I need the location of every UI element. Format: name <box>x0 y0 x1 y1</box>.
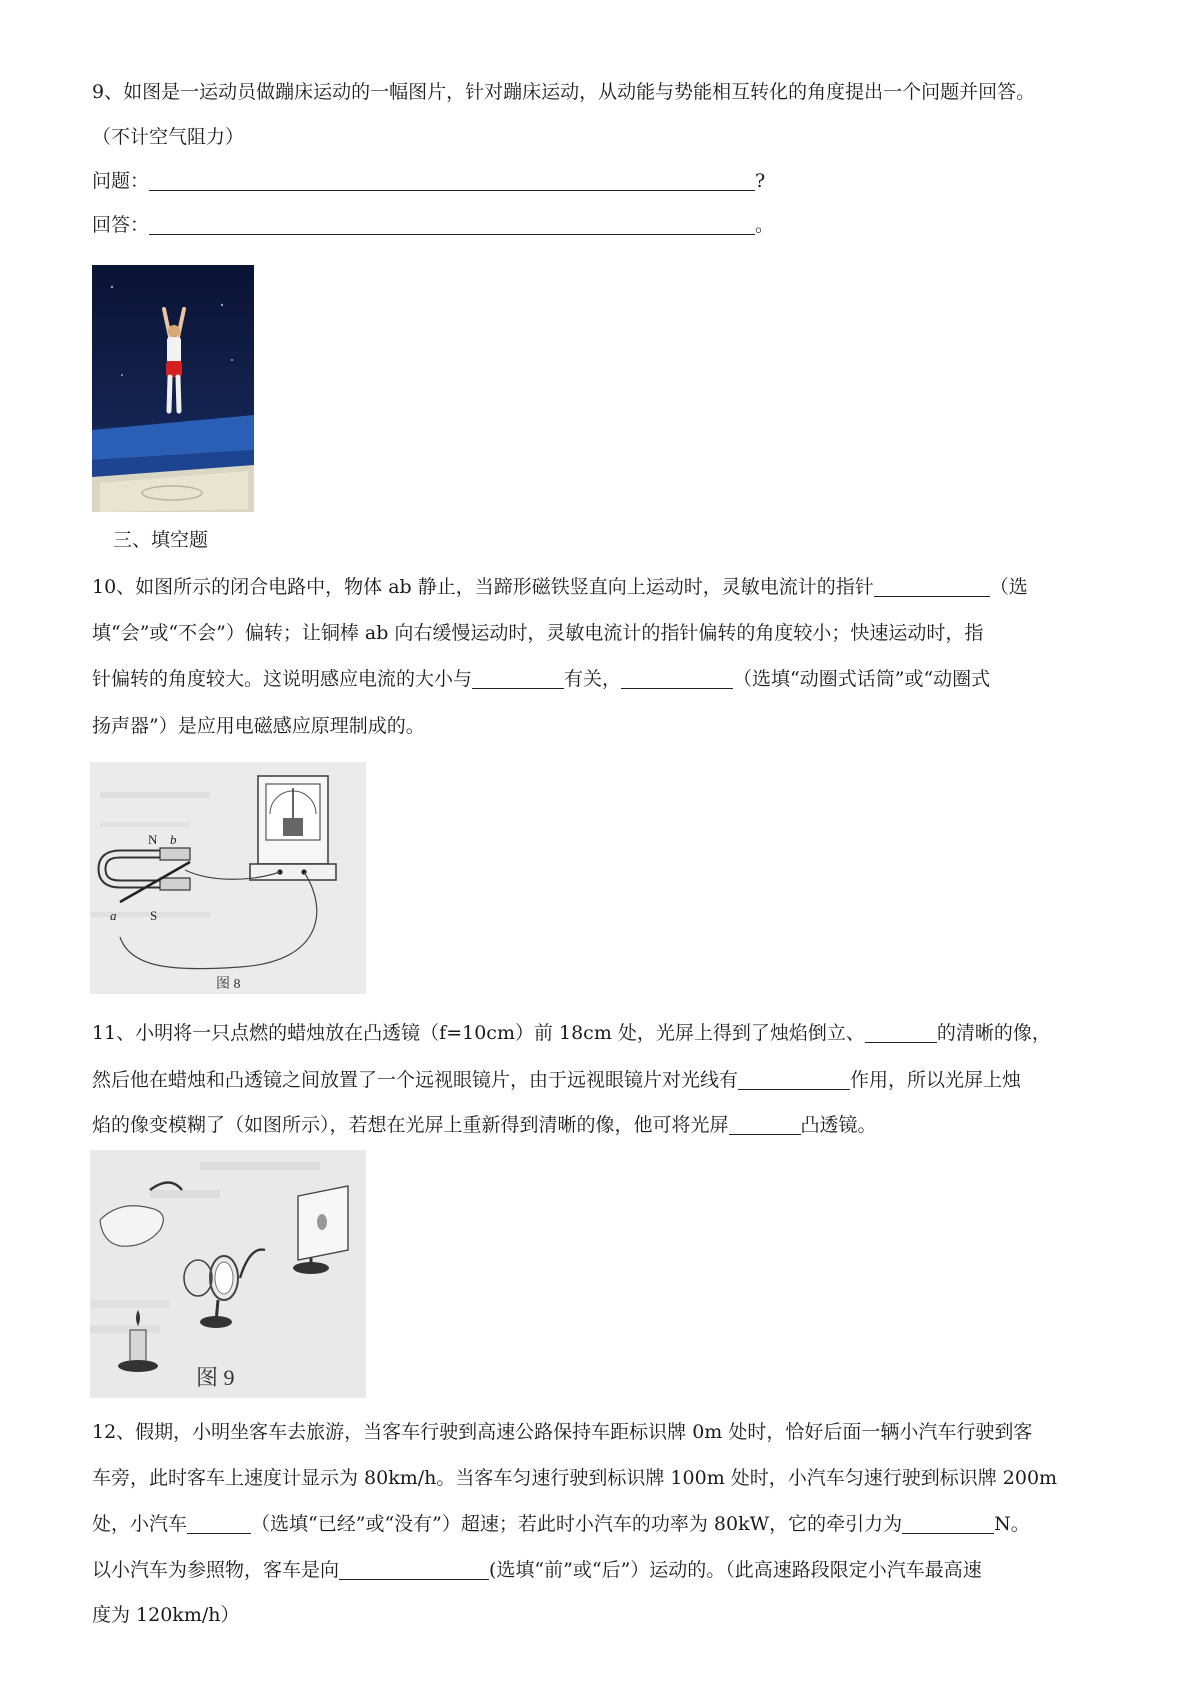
q12-blank-3[interactable] <box>339 1557 489 1580</box>
q12-line-4 <box>92 1556 982 1584</box>
rod-b-label: b <box>170 832 177 847</box>
q9-answer-row <box>92 211 774 239</box>
q12-line-3 <box>92 1510 1030 1538</box>
q10-line-1 <box>92 573 1028 601</box>
rod-a-label: a <box>110 908 117 923</box>
q9-answer-end: 。 <box>755 214 775 236</box>
q11-line-3 <box>92 1111 877 1139</box>
q12-line-3-text: 处，小汽车 <box>92 1513 188 1535</box>
q10-line-3-mid: 有关， <box>564 668 622 690</box>
q10-line-1-text: 10、如图所示的闭合电路中，物体 ab 静止，当蹄形磁铁竖直向上运动时，灵敏电流计的指针 <box>92 576 874 598</box>
q11-blank-1[interactable] <box>865 1020 937 1043</box>
q12-line-3-mid: （选填“已经”或“没有”）超速；若此时小汽车的功率为 80kW，它的牵引力为 <box>251 1513 903 1535</box>
q11-line-2 <box>92 1066 1021 1094</box>
q10-line-3 <box>92 665 990 693</box>
q12-blank-1[interactable] <box>187 1511 251 1534</box>
q11-line-1-text: 11、小明将一只点燃的蜡烛放在凸透镜（f=10cm）前 18cm 处，光屏上得到了烛焰倒立、 <box>92 1022 865 1044</box>
q10-blank-1[interactable] <box>874 574 990 597</box>
q9-question-row <box>92 167 765 195</box>
q11-line-1-end: 的清晰的像， <box>936 1022 1051 1044</box>
q10-blank-3[interactable] <box>621 666 733 689</box>
q12-blank-2[interactable] <box>902 1511 994 1534</box>
magnet-s-label: S <box>150 908 158 923</box>
q11-line-3-text: 焰的像变模糊了（如图所示），若想在光屏上重新得到清晰的像，他可将光屏 <box>92 1114 729 1136</box>
q10-line-1-end: （选 <box>989 576 1028 598</box>
magnet-n-label: N <box>148 832 158 847</box>
q12-line-4-end: (选填“前”或“后”）运动的。（此高速路段限定小汽车最高速 <box>489 1559 982 1581</box>
q9-question-label: 问题： <box>92 170 150 192</box>
q11-blank-3[interactable] <box>729 1112 801 1135</box>
q10-line-3-end: （选填“动圈式话筒”或“动圈式 <box>733 668 991 690</box>
figure-8-caption: 图 8 <box>216 977 241 992</box>
q9-question-blank[interactable] <box>149 168 755 191</box>
q9-line-1: 9、如图是一运动员做蹦床运动的一幅图片，针对蹦床运动，从动能与势能相互转化的角度提出一个问题并回答。 <box>92 81 1036 103</box>
q10-line-2: 填“会”或“不会”）偏转；让铜棒 ab 向右缓慢运动时，灵敏电流计的指针偏转的角度较小；快速运动时，指 <box>92 622 984 644</box>
q12-line-3-end: N。 <box>994 1513 1030 1535</box>
q11-line-3-end: 凸透镜。 <box>800 1114 877 1136</box>
q12-line-1: 12、假期，小明坐客车去旅游，当客车行驶到高速公路保持车距标识牌 0m 处时，恰好后面一辆小汽车行驶到客 <box>92 1421 1033 1443</box>
q12-line-2: 车旁，此时客车上速度计显示为 80km/h。当客车匀速行驶到标识牌 100m 处时，小汽车匀速行驶到标识牌 200m <box>92 1467 1058 1489</box>
figure-8 <box>90 762 366 994</box>
q11-blank-2[interactable] <box>738 1067 850 1090</box>
q10-line-4: 扬声器”）是应用电磁感应原理制成的。 <box>92 715 425 737</box>
trampoline-photo <box>92 265 254 512</box>
q11-line-1 <box>92 1019 1051 1047</box>
q10-line-3-text: 针偏转的角度较大。这说明感应电流的大小与 <box>92 668 473 690</box>
q9-answer-label: 回答： <box>92 214 150 236</box>
q9-answer-blank[interactable] <box>149 212 755 235</box>
section-heading: 三、填空题 <box>113 529 209 551</box>
q9-line-2: （不计空气阻力） <box>92 126 245 148</box>
q12-line-5: 度为 120km/h） <box>92 1604 240 1626</box>
q11-line-2-text: 然后他在蜡烛和凸透镜之间放置了一个远视眼镜片，由于远视眼镜片对光线有 <box>92 1069 739 1091</box>
q10-blank-2[interactable] <box>472 666 564 689</box>
figure-9-caption: 图 9 <box>196 1365 235 1390</box>
q9-question-end: ? <box>755 170 766 192</box>
q11-line-2-end: 作用，所以光屏上烛 <box>850 1069 1022 1091</box>
figure-9 <box>90 1150 366 1398</box>
q12-line-4-text: 以小汽车为参照物，客车是向 <box>92 1559 340 1581</box>
